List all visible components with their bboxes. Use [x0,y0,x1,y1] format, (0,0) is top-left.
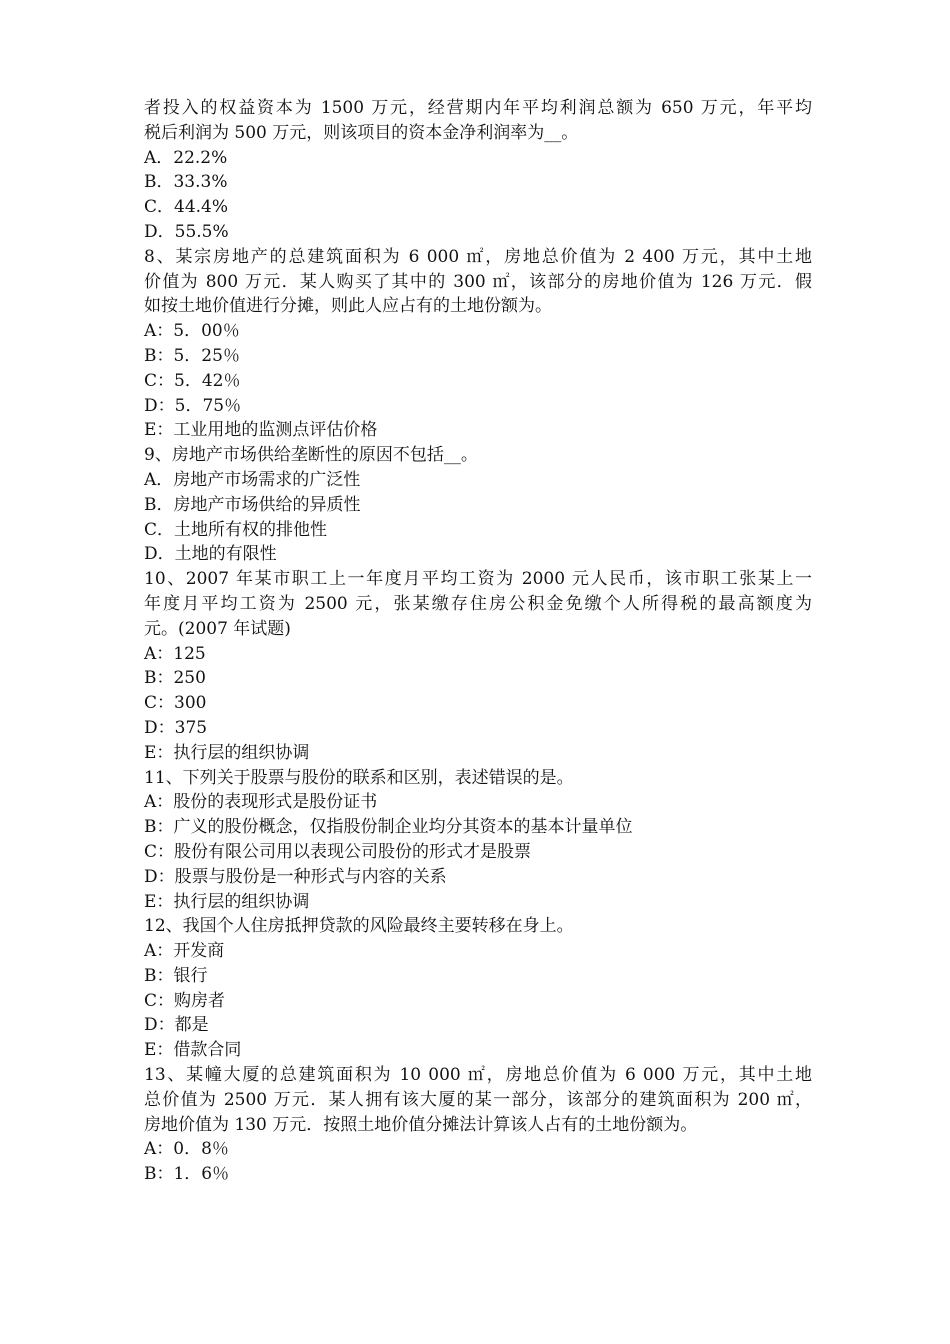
question-13-text: 房地价值为 130 万元．按照土地价值分摊法计算该人占有的土地份额为。 [144,1114,698,1135]
question-13-text: 总价值为 2500 万元．某人拥有该大厦的某一部分，该部分的建筑面积为 200 ㎡， [144,1089,812,1110]
question-12-text: 12、我国个人住房抵押贷款的风险最终主要转移在身上。 [144,916,574,937]
option-c: C：5．42％ [144,370,241,391]
question-7-text: 税后利润为 500 万元，则该项目的资本金净利润率为__。 [144,122,579,143]
option-b: B：250 [144,668,206,689]
option-a: A．房地产市场需求的广泛性 [144,469,361,490]
option-a: A：股份的表现形式是股份证书 [144,792,378,813]
option-e: E：执行层的组织协调 [144,891,310,912]
option-b: B．33.3% [144,172,228,193]
option-d: D：375 [144,717,208,738]
option-b: B：广义的股份概念，仅指股份制企业均分其资本的基本计量单位 [144,817,633,838]
option-a: A．22.2% [144,147,228,168]
question-10-text: 10、2007 年某市职工上一年度月平均工资为 2000 元人民币，该市职工张某上一 [144,569,812,590]
question-13-text: 13、某幢大厦的总建筑面积为 10 000 ㎡，房地总价值为 6 000 万元，其中土地 [144,1065,812,1086]
option-c: C．土地所有权的排他性 [144,519,328,540]
question-11-text: 11、下列关于股票与股份的联系和区别，表述错误的是。 [144,767,574,788]
question-10-text: 年度月平均工资为 2500 元，张某缴存住房公积金免缴个人所得税的最高额度为 [144,593,812,614]
option-c: C．44.4% [144,197,229,218]
option-b: B：银行 [144,965,208,986]
option-b: B．房地产市场供给的异质性 [144,494,361,515]
option-c: C：300 [144,693,207,714]
option-d: D：5．75％ [144,395,242,416]
document-page [144,96,812,1187]
question-8-text: 8、某宗房地产的总建筑面积为 6 000 ㎡，房地总价值为 2 400 万元，其中土地 [144,246,812,267]
question-7-text: 者投入的权益资本为 1500 万元，经营期内年平均利润总额为 650 万元，年平均 [144,98,812,118]
option-e: E：工业用地的监测点评估价格 [144,420,378,441]
option-a: A：0．8％ [144,1139,229,1160]
option-d: D．55.5% [144,221,229,242]
question-8-text: 价值为 800 万元．某人购买了其中的 300 ㎡，该部分的房地价值为 126 万元．假 [144,271,812,292]
option-a: A：125 [144,643,206,664]
option-d: D：股票与股份是一种形式与内容的关系 [144,866,447,887]
option-b: B：5．25％ [144,345,240,366]
option-c: C：股份有限公司用以表现公司股份的形式才是股票 [144,841,532,862]
option-d: D．土地的有限性 [144,544,277,565]
option-a: A：开发商 [144,941,225,962]
option-b: B：1．6％ [144,1164,230,1185]
option-c: C：购房者 [144,990,226,1011]
option-a: A：5．00％ [144,321,240,342]
question-9-text: 9、房地产市场供给垄断性的原因不包括__。 [144,445,478,466]
question-8-text: 如按土地价值进行分摊，则此人应占有的土地份额为。 [144,296,552,317]
option-e: E：执行层的组织协调 [144,742,310,763]
option-e: E：借款合同 [144,1040,242,1061]
question-10-text: 元。(2007 年试题) [144,618,291,639]
option-d: D：都是 [144,1015,209,1036]
